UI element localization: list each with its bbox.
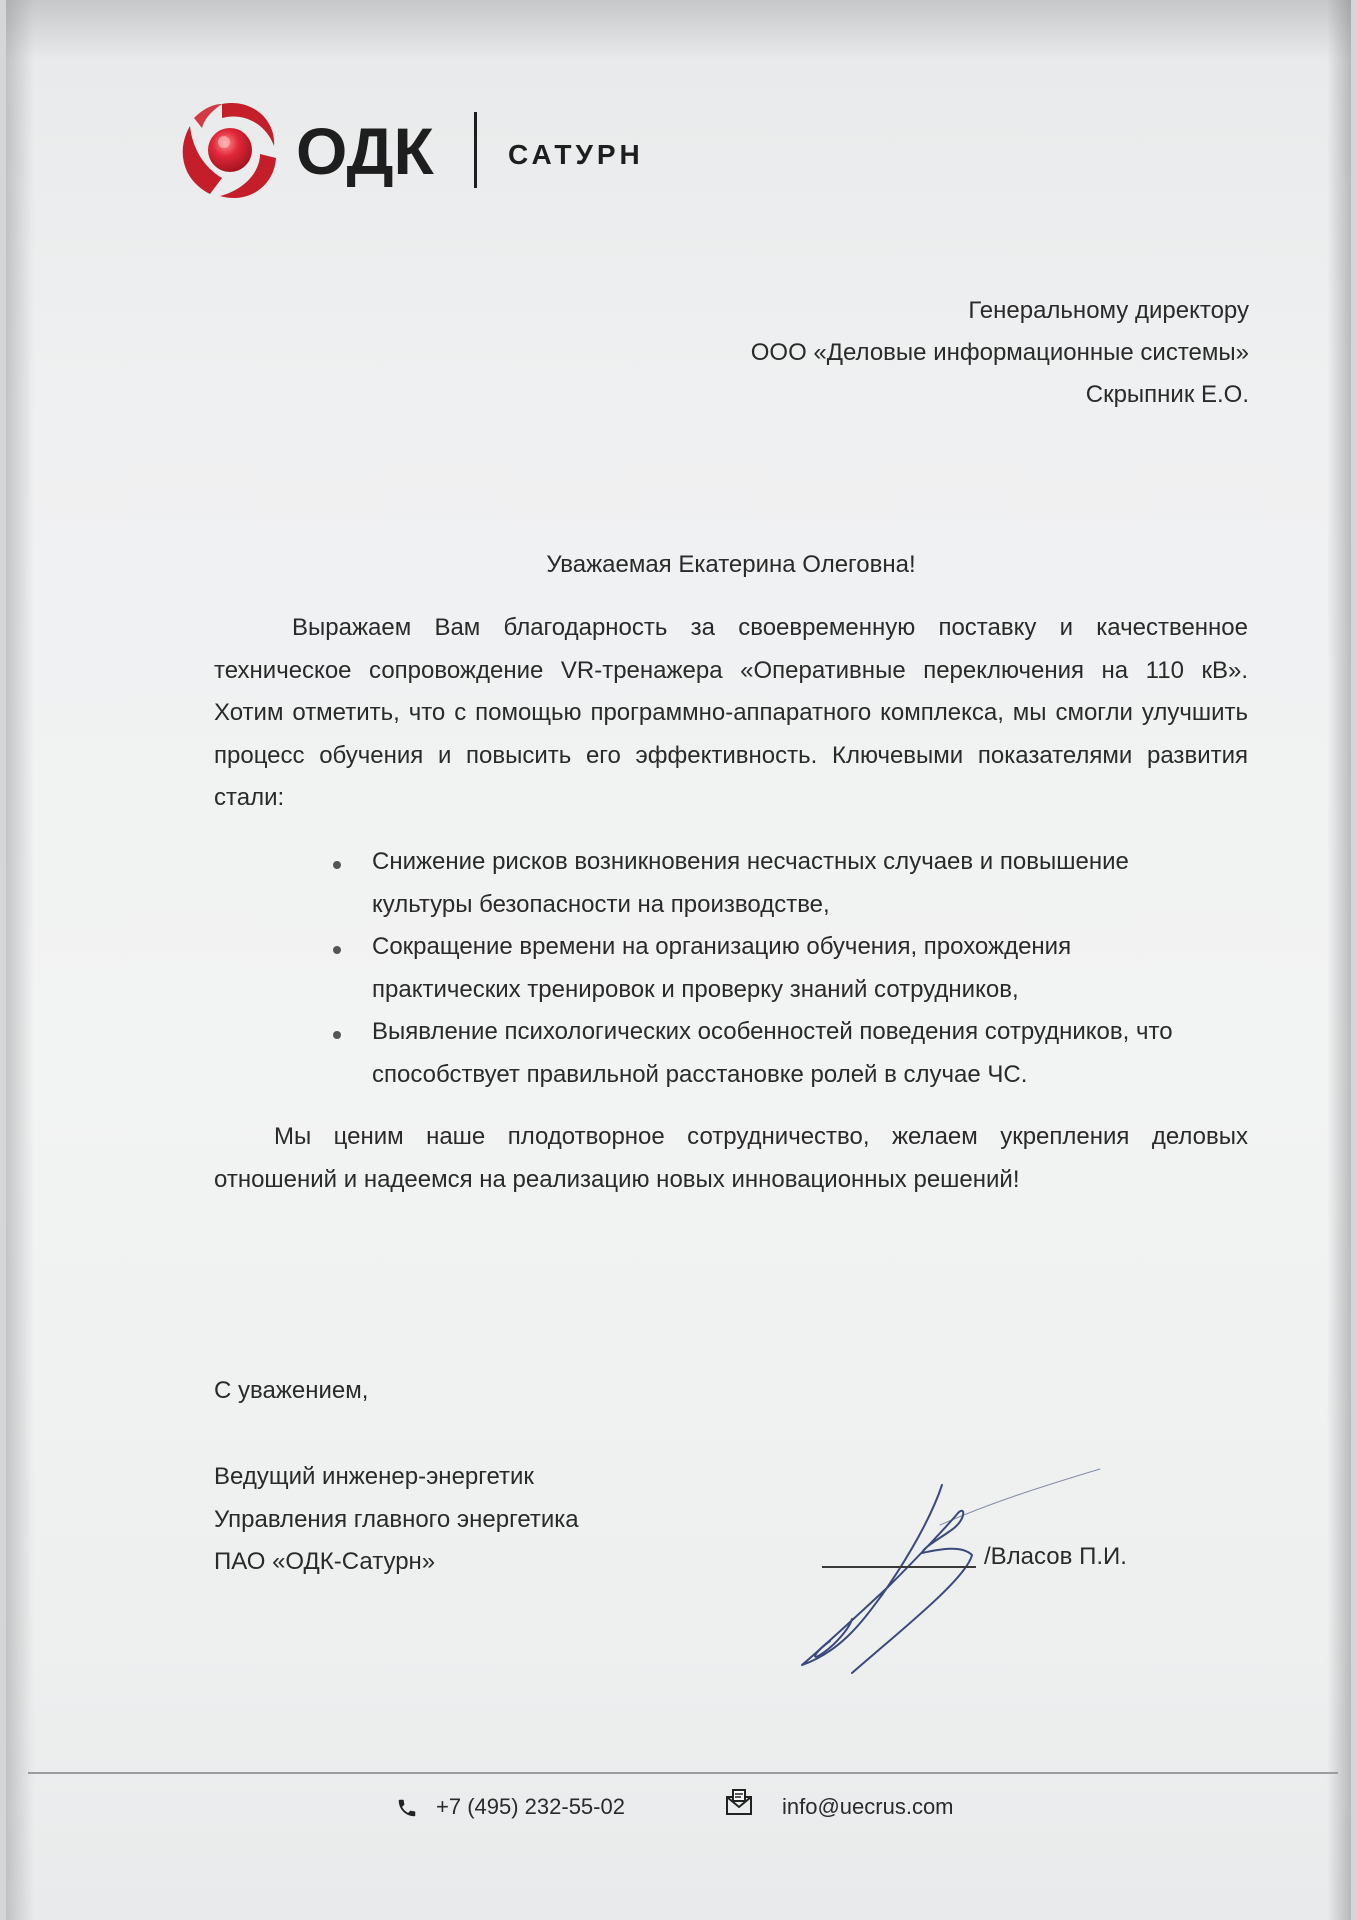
body-paragraph-1: Выражаем Вам благодарность за своевременную поставку и качественное техническое сопровождение VR-тренажера «Оперативные переключения на 110 кВ». Хотим отметить, что с помощью программно-аппаратного комплекса, мы смогли улучшить процесс обучения и повысить его эффективность. Ключевыми показателями развития стали:	[214, 614, 1248, 811]
phone-icon	[396, 1797, 418, 1819]
signatory-name: /Власов П.И.	[984, 1543, 1127, 1570]
scan-shadow-left	[6, 0, 34, 1920]
swirl-emblem-icon	[183, 103, 276, 198]
list-item	[330, 926, 1210, 1011]
benefits-list	[330, 841, 1210, 1096]
signatory-organization: ПАО «ОДК-Сатурн»	[214, 1548, 436, 1575]
odk-saturn-logo-graphic	[178, 98, 698, 208]
handwritten-signature	[790, 1455, 1110, 1695]
signatory-department: Управления главного энергетика	[214, 1505, 579, 1533]
logo-divider	[474, 112, 477, 188]
footer-divider	[28, 1772, 1338, 1774]
signatory-block	[214, 1456, 579, 1584]
addressee-block	[549, 290, 1249, 416]
footer-email[interactable]: info@uecrus.com	[782, 1794, 954, 1819]
list-item-text: Сокращение времени на организацию обучения, прохождения практических тренировок и проверку знаний сотрудников,	[372, 933, 1072, 1003]
addressee-title: Генеральному директору	[968, 297, 1249, 324]
bullet-icon	[333, 861, 341, 869]
list-item-text: Выявление психологических особенностей поведения сотрудников, что способствует правильной расстановке ролей в случае ЧС.	[372, 1018, 1173, 1088]
signature-line	[822, 1566, 976, 1568]
closing-phrase: С уважением,	[214, 1377, 369, 1404]
body-paragraph-2: Мы ценим наше плодотворное сотрудничество, желаем укрепления деловых отношений и надеемся на реализацию новых инновационных решений!	[214, 1123, 1248, 1193]
signatory-position: Ведущий инженер-энергетик	[214, 1463, 534, 1490]
bullet-icon	[333, 1031, 341, 1039]
footer	[0, 1790, 1357, 1830]
logo-division-text: САТУРН	[508, 139, 644, 170]
logo-brand-text: ОДК	[296, 114, 434, 188]
scan-shadow-right	[1327, 0, 1351, 1920]
greeting: Уважаемая Екатерина Олеговна!	[546, 551, 916, 578]
scan-shadow-top	[6, 0, 1351, 60]
list-item	[330, 1011, 1210, 1096]
envelope-icon	[724, 1788, 754, 1818]
footer-phone[interactable]: +7 (495) 232-55-02	[436, 1794, 625, 1819]
addressee-name: Скрыпник Е.О.	[1085, 381, 1249, 408]
bullet-icon	[333, 946, 341, 954]
list-item-text: Снижение рисков возникновения несчастных случаев и повышение культуры безопасности на производстве,	[372, 848, 1129, 918]
addressee-company: ООО «Деловые информационные системы»	[750, 339, 1249, 366]
company-logo	[178, 98, 698, 208]
list-item	[330, 841, 1210, 926]
